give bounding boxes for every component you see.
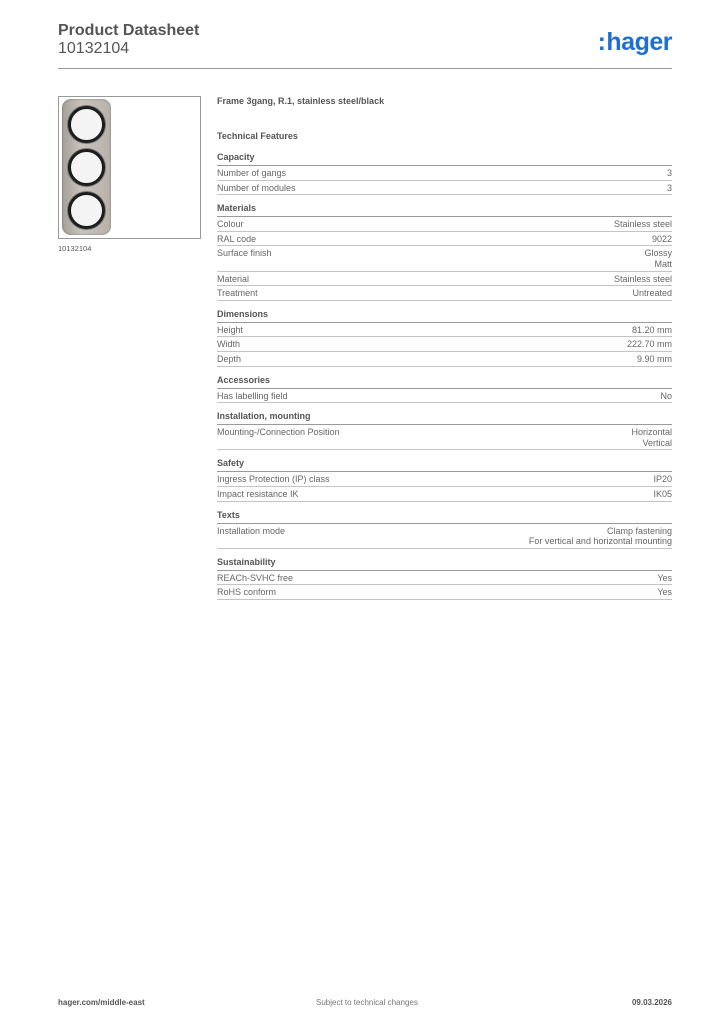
feature-values: [631, 427, 672, 448]
product-image: [58, 96, 201, 239]
feature-value: Stainless steel: [613, 273, 672, 284]
feature-values: [632, 325, 672, 336]
document-title: Product Datasheet: [58, 22, 200, 39]
feature-value: For vertical and horizontal mounting: [528, 536, 672, 547]
feature-label: Treatment: [217, 288, 258, 299]
feature-label: Depth: [217, 353, 242, 364]
feature-row: [217, 524, 672, 549]
feature-row: [217, 286, 672, 301]
page-header: [58, 22, 672, 70]
feature-label: Number of gangs: [217, 168, 287, 178]
feature-value: Matt: [654, 258, 672, 269]
footer-website-link[interactable]: hager.com/middle-east: [58, 998, 145, 1007]
feature-section: [217, 458, 672, 501]
feature-value: 3: [666, 182, 672, 193]
feature-value: IK05: [653, 488, 672, 499]
feature-row: [217, 425, 672, 450]
feature-value: No: [660, 390, 672, 401]
feature-label: Surface finish: [217, 248, 272, 259]
feature-values: [632, 288, 672, 299]
feature-label: Colour: [217, 219, 244, 230]
feature-value: 3: [666, 168, 672, 178]
feature-row: [217, 323, 672, 338]
feature-row: [217, 337, 672, 352]
section-title: Materials: [217, 203, 672, 217]
feature-values: [637, 354, 672, 365]
feature-values: [653, 489, 672, 500]
frame-opening-3: [68, 192, 105, 229]
document-number: 10132104: [58, 40, 130, 57]
feature-values: [644, 248, 672, 269]
feature-row: [217, 272, 672, 287]
feature-section: [217, 510, 672, 549]
feature-row: [217, 487, 672, 502]
feature-label: Number of modules: [217, 182, 296, 193]
feature-values: [667, 183, 672, 194]
feature-value: 9022: [651, 233, 672, 244]
footer-date: 09.03.2026: [631, 998, 672, 1007]
feature-value: 222.70 mm: [626, 339, 672, 350]
feature-value: Yes: [657, 572, 672, 583]
feature-label: Impact resistance IK: [217, 488, 299, 499]
feature-row: [217, 166, 672, 181]
section-title: Installation, mounting: [217, 411, 672, 425]
section-title: Dimensions: [217, 309, 672, 323]
feature-value: Glossy: [644, 248, 672, 259]
feature-section: [217, 375, 672, 404]
feature-label: Mounting-/Connection Position: [217, 427, 340, 438]
product-image-caption: 10132104: [58, 244, 92, 253]
section-title: Sustainability: [217, 557, 672, 571]
technical-content: [217, 96, 672, 608]
page-footer: [58, 998, 672, 1010]
feature-row: [217, 232, 672, 247]
feature-label: Installation mode: [217, 525, 286, 536]
section-title: Accessories: [217, 375, 672, 389]
section-title: Safety: [217, 458, 672, 472]
feature-label: REACh-SVHC free: [217, 572, 294, 583]
feature-values: [660, 391, 672, 402]
feature-value: 9.90 mm: [636, 353, 672, 364]
technical-features-heading: Technical Features: [217, 131, 298, 141]
feature-label: RAL code: [217, 233, 257, 244]
feature-section: [217, 152, 672, 195]
feature-label: Material: [217, 273, 250, 284]
product-description: Frame 3gang, R.1, stainless steel/black: [217, 96, 385, 106]
feature-values: [652, 234, 672, 245]
feature-values: [614, 219, 672, 230]
feature-row: [217, 352, 672, 367]
section-title: Capacity: [217, 152, 672, 166]
hager-logo: :hager: [597, 28, 672, 56]
frame-opening-2: [68, 149, 105, 186]
feature-values: [627, 339, 672, 350]
feature-values: [614, 274, 672, 285]
header-divider: [58, 68, 672, 69]
feature-value: Horizontal: [631, 427, 672, 438]
feature-row: [217, 472, 672, 487]
feature-label: Width: [217, 339, 241, 350]
section-title: Texts: [217, 510, 672, 524]
feature-row: [217, 181, 672, 196]
feature-row: [217, 571, 672, 586]
feature-value: Untreated: [632, 288, 672, 299]
logo-text: hager: [606, 28, 672, 56]
feature-label: Has labelling field: [217, 390, 288, 401]
feature-value: 81.20 mm: [631, 324, 672, 335]
feature-values: [657, 573, 672, 584]
feature-row: [217, 217, 672, 232]
feature-label: Ingress Protection (IP) class: [217, 474, 330, 485]
feature-label: RoHS conform: [217, 587, 277, 598]
feature-section: [217, 309, 672, 367]
feature-values: [529, 526, 672, 547]
feature-value: Vertical: [642, 437, 672, 448]
feature-sections: [217, 152, 672, 600]
feature-values: [657, 587, 672, 598]
footer-notice: Subject to technical changes: [316, 998, 418, 1007]
feature-label: Height: [217, 324, 244, 335]
feature-row: [217, 389, 672, 404]
feature-value: Stainless steel: [613, 219, 672, 230]
feature-value: Clamp fastening: [606, 525, 672, 536]
feature-section: [217, 203, 672, 301]
frame-opening-1: [68, 106, 105, 143]
feature-section: [217, 557, 672, 600]
feature-values: [653, 474, 672, 485]
feature-values: [667, 168, 672, 179]
feature-section: [217, 411, 672, 450]
feature-value: Yes: [657, 587, 672, 598]
feature-row: [217, 585, 672, 600]
frame-3gang-picture: [62, 99, 111, 235]
feature-row: [217, 246, 672, 271]
feature-value: IP20: [653, 474, 672, 485]
